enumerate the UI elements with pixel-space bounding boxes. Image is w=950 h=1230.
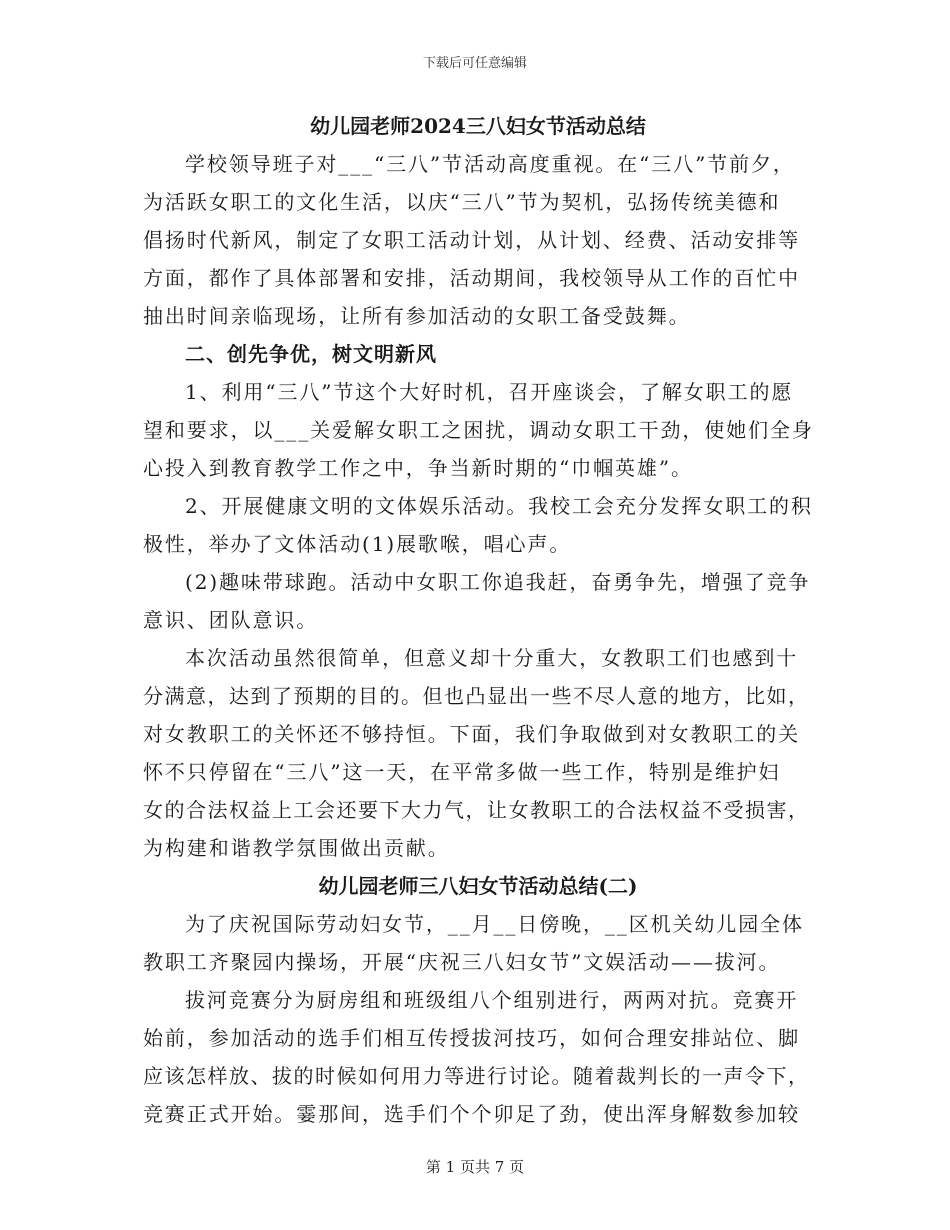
text-line: 2、开展健康文明的文体娱乐活动。我校工会充分发挥女职工的积 (185, 494, 813, 518)
text-line: 本次活动虽然很简单，但意义却十分重大，女教职工们也感到十 (185, 646, 799, 670)
paragraph-intro (143, 145, 813, 335)
text-line: 教职工齐聚园内操场，开展“庆祝三八妇女节”文娱活动——拔河。 (143, 950, 781, 974)
text-line: 怀不只停留在“三八”这一天，在平常多做一些工作，特别是维护妇 (143, 760, 781, 784)
text-line: 1、利用“三八”节这个大好时机，召开座谈会，了解女职工的愿 (185, 380, 794, 404)
text-line: 竞赛正式开始。霎那间，选手们个个卯足了劲，使出浑身解数参加较 (143, 1102, 800, 1126)
text-line: 望和要求，以___关爱解女职工之困扰，调动女职工干劲，使她们全身 (143, 418, 814, 442)
paragraph-tug-of-war (143, 981, 813, 1133)
document-title: 幼儿园老师2024三八妇女节活动总结 (310, 114, 646, 138)
text-line: 为了庆祝国际劳动妇女节，__月__日傍晚，__区机关幼儿园全体 (185, 912, 804, 936)
text-line: 为活跃女职工的文化生活，以庆“三八”节为契机，弘扬传统美德和 (143, 190, 781, 214)
text-line: 意识、团队意识。 (143, 608, 319, 632)
text-line: 方面，都作了具体部署和安排，活动期间，我校领导从工作的百忙中 (143, 266, 800, 290)
text-line: 抽出时间亲临现场，让所有参加活动的女职工备受鼓舞。 (143, 304, 691, 328)
document-body (143, 107, 813, 1133)
text-line: 拔河竞赛分为厨房组和班级组八个组别进行，两两对抗。竞赛开 (185, 988, 799, 1012)
paragraph-event-intro (143, 905, 813, 981)
paragraph-item-1 (143, 373, 813, 487)
text-line: 始前，参加活动的选手们相互传授拔河技巧，如何合理安排站位、脚 (143, 1026, 800, 1050)
text-line: (2)趣味带球跑。活动中女职工你追我赶，奋勇争先，增强了竞争 (185, 570, 811, 594)
paragraph-item-2 (143, 487, 813, 563)
header-note: 下载后可任意编辑 (422, 56, 527, 71)
text-line: 为构建和谐教学氛围做出贡献。 (143, 836, 450, 860)
paragraph-summary (143, 639, 813, 867)
text-line: 女的合法权益上工会还要下大力气，让女教职工的合法权益不受损害， (143, 798, 810, 822)
text-line: 分满意，达到了预期的目的。但也凸显出一些不尽人意的地方，比如， (143, 684, 810, 708)
text-line: 心投入到教育教学工作之中，争当新时期的“巾帼英雄”。 (143, 456, 693, 480)
page-number: 第 1 页共 7 页 (425, 1158, 525, 1176)
section-heading: 二、创先争优，树文明新风 (185, 342, 437, 366)
document-title-2: 幼儿园老师三八妇女节活动总结(二) (318, 874, 638, 898)
text-line: 极性，举办了文体活动(1)展歌喉，唱心声。 (143, 532, 572, 556)
paragraph-item-2-sub (143, 563, 813, 639)
text-line: 应该怎样放、拔的时候如何用力等进行讨论。随着裁判长的一声令下， (143, 1064, 810, 1088)
text-line: 倡扬时代新风，制定了女职工活动计划，从计划、经费、活动安排等 (143, 228, 800, 252)
text-line: 学校领导班子对___“三八”节活动高度重视。在“三八”节前夕， (185, 152, 795, 176)
text-line: 对女教职工的关怀还不够持恒。下面，我们争取做到对女教职工的关 (143, 722, 800, 746)
